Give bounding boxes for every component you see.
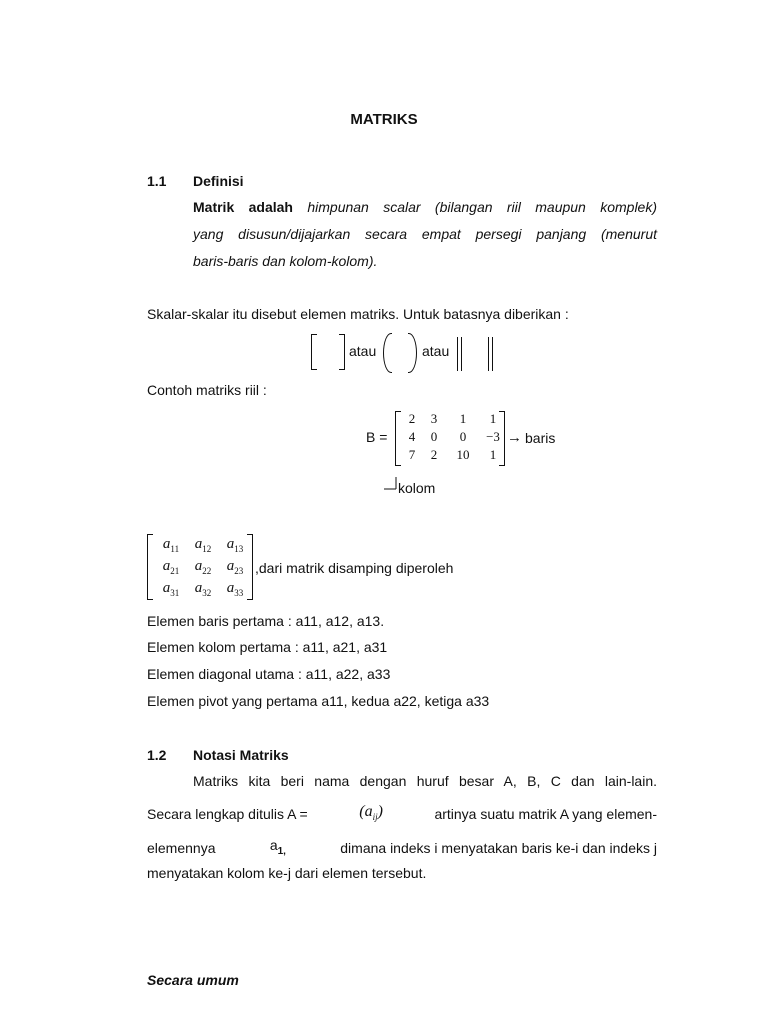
element-line: Elemen baris pertama : a11, a12, a13. — [147, 613, 385, 629]
section-number: 1.1 — [147, 173, 167, 189]
matrix-cell: −3 — [486, 429, 500, 444]
parenthesis-symbol — [383, 333, 417, 373]
matrix-cell: 1 — [489, 411, 497, 426]
matrix-cell: $a_{23}$ — [226, 558, 244, 576]
element-line: Elemen kolom pertama : a11, a21, a31 — [147, 639, 388, 655]
right-arrow-icon: → — [507, 429, 522, 446]
matrix-cell: 0 — [430, 429, 438, 444]
notation-line — [147, 798, 657, 831]
notation-text: artinya suatu matrik A yang elemen- — [434, 806, 657, 823]
notation-text: elemennya — [147, 839, 216, 856]
atau-label: atau — [422, 343, 450, 359]
element-line: Elemen pivot yang pertama a11, kedua a22, ketiga a33 — [147, 693, 490, 709]
atau-label: atau — [349, 343, 377, 359]
matrix-cell: $a_{22}$ — [194, 558, 212, 576]
definition-lead: Matrik adalah — [193, 199, 293, 215]
matrix-cell: $a_{11}$ — [162, 536, 180, 554]
matrix-b — [395, 411, 505, 466]
matrix-cell: $a_{12}$ — [194, 536, 212, 554]
example-label: Contoh matriks riil : — [147, 382, 267, 398]
square-bracket-symbol — [311, 334, 345, 370]
page-title: MATRIKS — [350, 111, 418, 128]
matrix-cell: 10 — [456, 447, 470, 462]
notation-line: Matriks kita beri nama dengan huruf besar A, B, C dan lain-lain. — [193, 773, 657, 789]
matrix-cell: $a_{21}$ — [162, 558, 180, 576]
general-matrix-caption: ,dari matrik disamping diperoleh — [255, 560, 454, 576]
aij-symbol: $(a_{ij})$ — [359, 803, 383, 823]
down-arrow-icon — [384, 477, 398, 491]
matrix-cell: $a_{33}$ — [226, 580, 244, 598]
notation-text: Secara lengkap ditulis A = — [147, 806, 308, 823]
definition-line: yang disusun/dijajarkan secara empat persegi panjang (menurut — [193, 226, 657, 242]
definition-line: baris-baris dan kolom-kolom). — [193, 253, 378, 269]
matrix-cell: $a_{31}$ — [162, 580, 180, 598]
baris-label: baris — [525, 430, 556, 446]
kolom-label: kolom — [398, 480, 436, 496]
section-number: 1.2 — [147, 747, 167, 763]
notation-line: menyatakan kolom ke-j dari elemen tersebut. — [147, 865, 427, 881]
scalar-text: Skalar-skalar itu disebut elemen matriks. Untuk batasnya diberikan : — [147, 306, 569, 322]
matrix-b-name: B = — [366, 429, 388, 445]
norm-bar-symbol — [457, 337, 493, 371]
matrix-cell: 3 — [430, 411, 438, 426]
matrix-cell: 1 — [459, 411, 467, 426]
matrix-cell: 7 — [408, 447, 416, 462]
matrix-cell: 4 — [408, 429, 416, 444]
section-title: Definisi — [193, 173, 244, 189]
a1-symbol: $a_{1,}$ — [269, 837, 286, 857]
definition-paragraph — [193, 194, 657, 275]
general-matrix — [147, 534, 253, 600]
matrix-cell: 2 — [408, 411, 416, 426]
matrix-cell: 1 — [489, 447, 497, 462]
matrix-cell: $a_{32}$ — [194, 580, 212, 598]
matrix-cell: 0 — [459, 429, 467, 444]
notation-text: dimana indeks i menyatakan baris ke-i dan indeks j — [340, 839, 657, 856]
matrix-cell: $a_{13}$ — [226, 536, 244, 554]
matrix-cell: 2 — [430, 447, 438, 462]
footer-heading: Secara umum — [147, 972, 239, 988]
definition-line: himpunan scalar (bilangan riil maupun komplek) — [307, 199, 658, 215]
element-line: Elemen diagonal utama : a11, a22, a33 — [147, 666, 391, 682]
section-title: Notasi Matriks — [193, 747, 289, 763]
